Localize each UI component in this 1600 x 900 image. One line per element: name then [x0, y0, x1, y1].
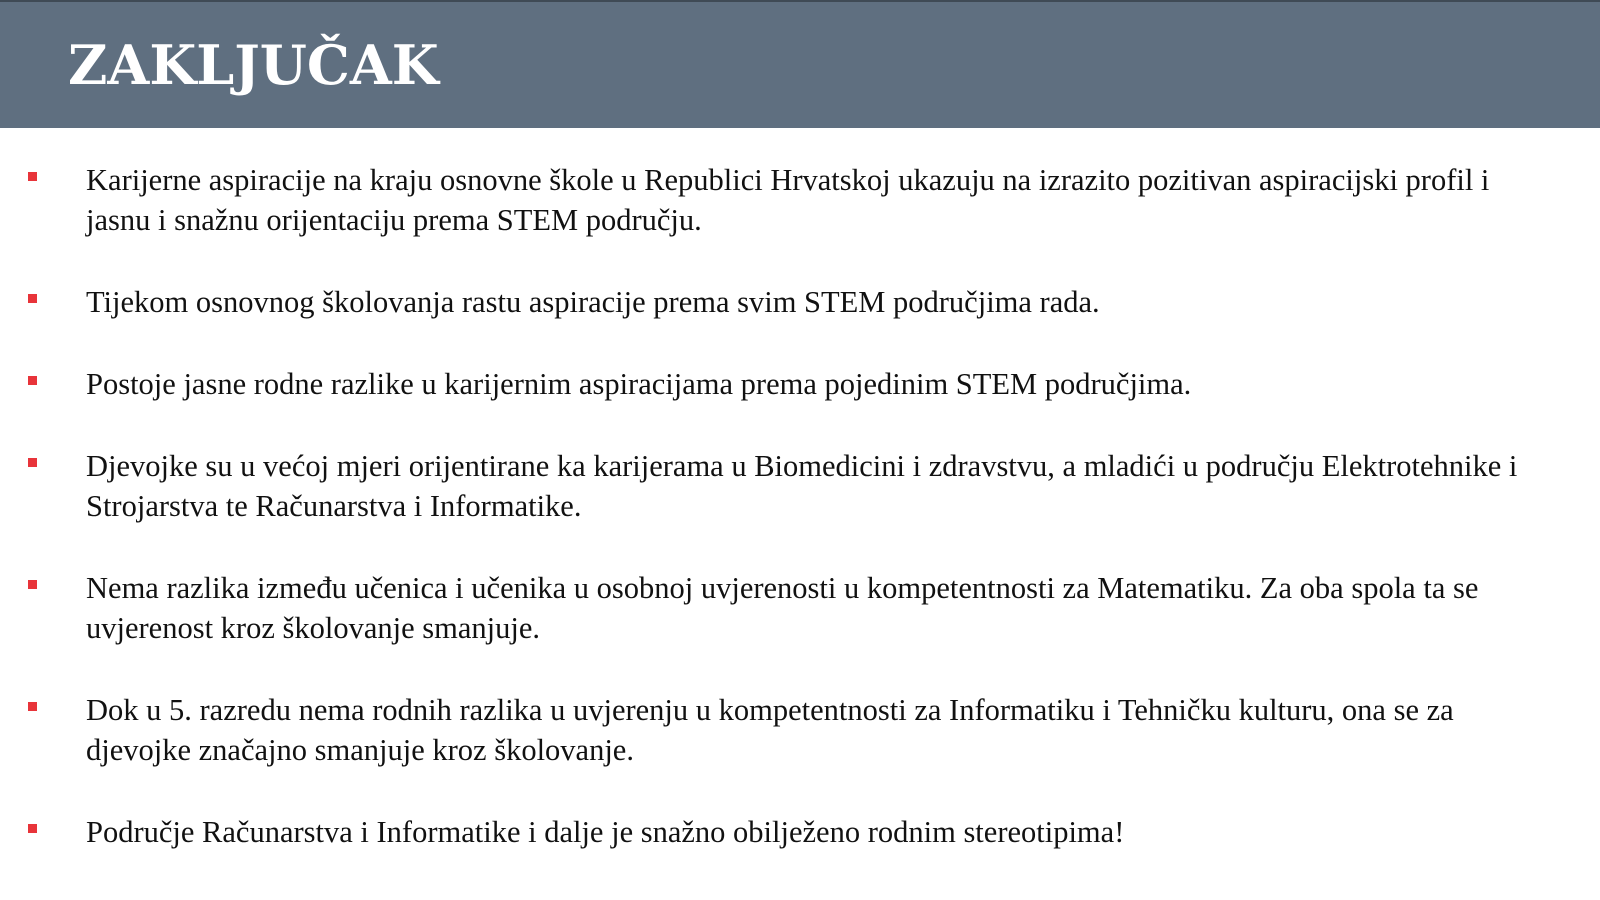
square-bullet-icon: [28, 294, 37, 303]
bullet-text: Nema razlika između učenica i učenika u osobnoj uvjerenosti u kompetentnosti za Matematiku. Za oba spola ta se uvjerenost kroz školovanje smanjuje.: [86, 571, 1479, 645]
bullet-text: Područje Računarstva i Informatike i dalje je snažno obilježeno rodnim stereotipima!: [86, 815, 1125, 849]
square-bullet-icon: [28, 458, 37, 467]
bullet-text: Postoje jasne rodne razlike u karijernim aspiracijama prema pojedinim STEM područjima.: [86, 367, 1192, 401]
bullet-text: Dok u 5. razredu nema rodnih razlika u uvjerenju u kompetentnosti za Informatiku i Tehničku kulturu, ona se za djevojke značajno smanjuje kroz školovanje.: [86, 693, 1454, 767]
square-bullet-icon: [28, 580, 37, 589]
square-bullet-icon: [28, 376, 37, 385]
bullet-text: Djevojke su u većoj mjeri orijentirane ka karijerama u Biomedicini i zdravstvu, a mladići u području Elektrotehnike i Strojarstva te Računarstva i Informatike.: [86, 449, 1518, 523]
bullet-text: Karijerne aspiracije na kraju osnovne škole u Republici Hrvatskoj ukazuju na izrazito pozitivan aspiracijski profil i jasnu i snažnu orijentaciju prema STEM području.: [86, 163, 1490, 237]
bullet-text: Tijekom osnovnog školovanja rastu aspiracije prema svim STEM područjima rada.: [86, 285, 1100, 319]
square-bullet-icon: [28, 702, 37, 711]
slide-title: ZAKLJUČAK: [68, 33, 439, 97]
square-bullet-icon: [28, 824, 37, 833]
square-bullet-icon: [28, 172, 37, 181]
